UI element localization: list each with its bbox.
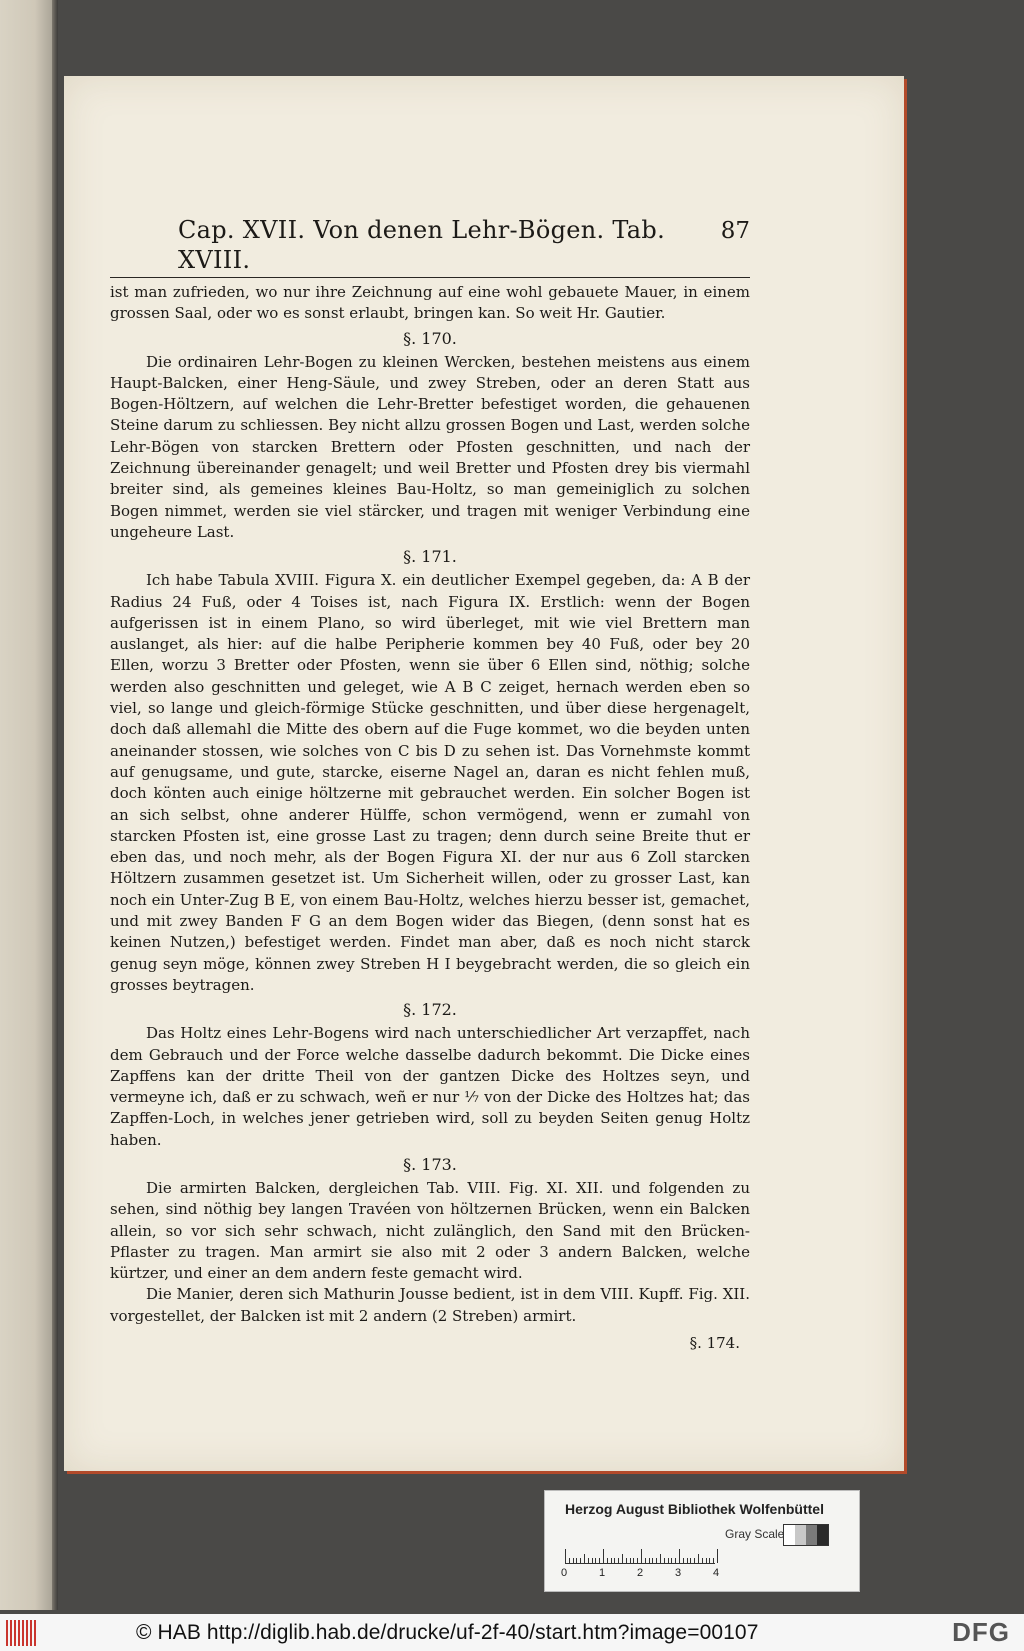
ruler-number: 4 xyxy=(713,1567,720,1579)
ruler-tick xyxy=(668,1558,669,1563)
ruler-tick xyxy=(626,1558,627,1563)
running-title: Cap. XVII. Von denen Lehr-Bögen. Tab. XVIII. xyxy=(178,216,665,274)
dfg-logo: DFG xyxy=(952,1617,1010,1647)
ruler-tick xyxy=(622,1554,623,1563)
gray-scale-swatch xyxy=(783,1524,829,1546)
ruler-tick xyxy=(573,1558,574,1563)
book-gutter xyxy=(52,0,58,1610)
ruler-tick xyxy=(649,1558,650,1563)
ruler-tick xyxy=(656,1558,657,1563)
ruler-tick xyxy=(675,1558,676,1563)
ruler-tick xyxy=(580,1558,581,1563)
gray-swatch-4 xyxy=(817,1525,828,1545)
ruler-tick xyxy=(687,1558,688,1563)
paragraph-173-second: Die Manier, deren sich Mathurin Jousse bedient, ist in dem VIII. Kupff. Fig. XII. vorgestellet, der Balcken ist mit 2 andern (2 Streben) armirt. xyxy=(110,1285,750,1325)
ruler-tick xyxy=(565,1549,566,1563)
paragraph-172: Das Holtz eines Lehr-Bogens wird nach unterschiedlicher Art verzapffet, nach dem Gebrauch und der Force welche dasselbe dadurch bekommt. Die Dicke eines Zapffens kan der dritte Theil von der gantzen Dicke des Holtzes seyn, und vermeyne ich, daß er zu schwach, weñ er nur ⅐ von der Dicke des Holtzes hat; das Zapffen-Loch, in welches jener getrieben wird, soll zu beyden Seiten genug Holtz haben. xyxy=(110,1024,750,1149)
running-header xyxy=(110,215,750,278)
ruler-tick xyxy=(671,1558,672,1563)
gray-swatch-1 xyxy=(784,1525,795,1545)
ruler-tick xyxy=(698,1554,699,1563)
footer-url-link[interactable]: © HAB http://diglib.hab.de/drucke/uf-2f-40/start.htm?image=00107 xyxy=(136,1620,759,1644)
ruler-tick xyxy=(611,1558,612,1563)
ruler-number: 2 xyxy=(637,1567,644,1579)
ruler-tick xyxy=(584,1554,585,1563)
barcode-icon xyxy=(6,1620,44,1646)
ruler-tick xyxy=(607,1558,608,1563)
ruler-tick xyxy=(717,1549,718,1563)
ruler-number: 1 xyxy=(599,1567,606,1579)
ruler-tick xyxy=(618,1558,619,1563)
ruler-tick xyxy=(588,1558,589,1563)
paragraph-continued: ist man zufrieden, wo nur ihre Zeichnung auf eine wohl gebauete Mauer, in einem grossen Saal, oder wo es sonst erlaubt, bringen kan. So weit Hr. Gautier. xyxy=(110,283,750,323)
paragraph-171: Ich habe Tabula XVIII. Figura X. ein deutlicher Exempel gegeben, da: A B der Radius 24 Fuß, oder 4 Toises ist, nach Figura IX. Erstlich: wenn der Bogen aufgerissen ist in einem Plano, so wird überleget, mit wie viel Brettern man auslanget, als hier: auf die halbe Peripherie kommen bey 40 Fuß, oder bey 20 Ellen, worzu 3 Bretter oder Pfosten, wenn sie über 6 Ellen sind, nöthig; solche werden also geschnitten und geleget, wie A B C zeiget, hernach werden eben so viel, so lange und gleich-förmige Stücke geschnitten, und über diese hergenagelt, doch daß allemahl die Mitte des obern auf die Fuge kommet, wo die beyden unten aneinander stossen, wie solches von C bis D zu sehen ist. Das Vornehmste kommt auf genugsame, und gute, starcke, eiserne Nagel an, daran es nicht fehlen muß, doch könten auch einige höltzerne mit gebrauchet werden. Ein solcher Bogen ist an sich selbst, ohne anderer Hülffe, schon vermögend, wenn er zumahl von starcken Pfosten ist, eine grosse Last zu tragen; denn durch seine Breite thut er eben das, und noch mehr, als der Bogen Figura XI. der nur aus 6 Zoll starcken Höltzern zusammen gesetzet ist. Um Sicherheit willen, oder zu grosser Last, kan noch ein Unter-Zug B E, von einem Bau-Holtz, welches hierzu besser ist, gemachet, und mit zwey Banden F G an dem Bogen wider das Biegen, (denn sonst hat es keinen Nutzen,) befestiget werden. Findet man aber, daß es noch nicht starck genug seyn möge, können zwey Streben H I beygebracht werden, die so gleich ein grosses beytragen. xyxy=(110,571,750,994)
gray-scale-label: Gray Scale xyxy=(725,1527,785,1541)
page-text-block xyxy=(110,215,750,1354)
ruler-tick xyxy=(592,1558,593,1563)
ruler-tick xyxy=(576,1558,577,1563)
ruler-number: 3 xyxy=(675,1567,682,1579)
ruler-tick xyxy=(637,1558,638,1563)
ruler-tick xyxy=(709,1558,710,1563)
section-heading-173: §. 173. xyxy=(403,1154,457,1174)
ruler-tick xyxy=(599,1558,600,1563)
ruler-tick xyxy=(569,1558,570,1563)
page-number: 87 xyxy=(720,218,750,244)
footer-bar xyxy=(0,1614,1024,1651)
library-color-card xyxy=(545,1491,859,1591)
ruler-tick xyxy=(630,1558,631,1563)
ruler-tick xyxy=(641,1549,642,1563)
scale-ruler xyxy=(565,1549,715,1564)
catchword: §. 174. xyxy=(689,1334,740,1353)
section-heading-172: §. 172. xyxy=(403,1000,457,1020)
paragraph-173: Die armirten Balcken, dergleichen Tab. VIII. Fig. XI. XII. und folgenden zu sehen, sind nöthig bey langen Travéen von höltzernen Brücken, wenn ein Balcken allein, so vor sich sehr schwach, nicht zulänglich, den Sand mit den Brücken-Pflaster zu tragen. Man armirt sie also mit 2 oder 3 andern Balcken, welche kürtzer, und einer an dem andern feste gemacht wird. xyxy=(110,1178,750,1283)
gray-swatch-3 xyxy=(806,1525,817,1545)
gray-swatch-2 xyxy=(795,1525,806,1545)
ruler-tick xyxy=(683,1558,684,1563)
library-card-title: Herzog August Bibliothek Wolfenbüttel xyxy=(565,1501,824,1517)
ruler-tick xyxy=(633,1558,634,1563)
ruler-tick xyxy=(664,1558,665,1563)
ruler-tick xyxy=(694,1558,695,1563)
ruler-tick xyxy=(660,1554,661,1563)
ruler-number: 0 xyxy=(561,1567,568,1579)
ruler-tick xyxy=(713,1558,714,1563)
ruler-tick xyxy=(645,1558,646,1563)
section-heading-171: §. 171. xyxy=(403,547,457,567)
ruler-numbers xyxy=(561,1567,731,1581)
ruler-tick xyxy=(603,1549,604,1563)
paragraph-170: Die ordinairen Lehr-Bogen zu kleinen Wercken, bestehen meistens aus einem Haupt-Balcken, einer Heng-Säule, und zwey Streben, oder an deren Statt aus Bogen-Höltzern, auf welchen die Lehr-Bretter befestiget worden, die gehauenen Steine darum zu schliessen. Bey nicht allzu grossen Bogen und Last, werden solche Lehr-Bögen von starcken Brettern oder Pfosten geschnitten, und nach der Zeichnung übereinander genagelt; und weil Bretter und Pfosten drey bis viermahl breiter sind, als gemeines kleines Bau-Holtz, so man gemeiniglich zu solchen Bogen nimmet, werden sie viel stärcker, und tragen mit weniger Verbindung eine ungeheure Last. xyxy=(110,352,750,541)
ruler-tick xyxy=(595,1558,596,1563)
ruler-tick xyxy=(679,1549,680,1563)
ruler-tick xyxy=(702,1558,703,1563)
ruler-tick xyxy=(690,1558,691,1563)
ruler-tick xyxy=(706,1558,707,1563)
ruler-tick xyxy=(652,1558,653,1563)
section-heading-170: §. 170. xyxy=(403,328,457,348)
ruler-tick xyxy=(614,1558,615,1563)
facing-page-edge xyxy=(0,0,58,1610)
